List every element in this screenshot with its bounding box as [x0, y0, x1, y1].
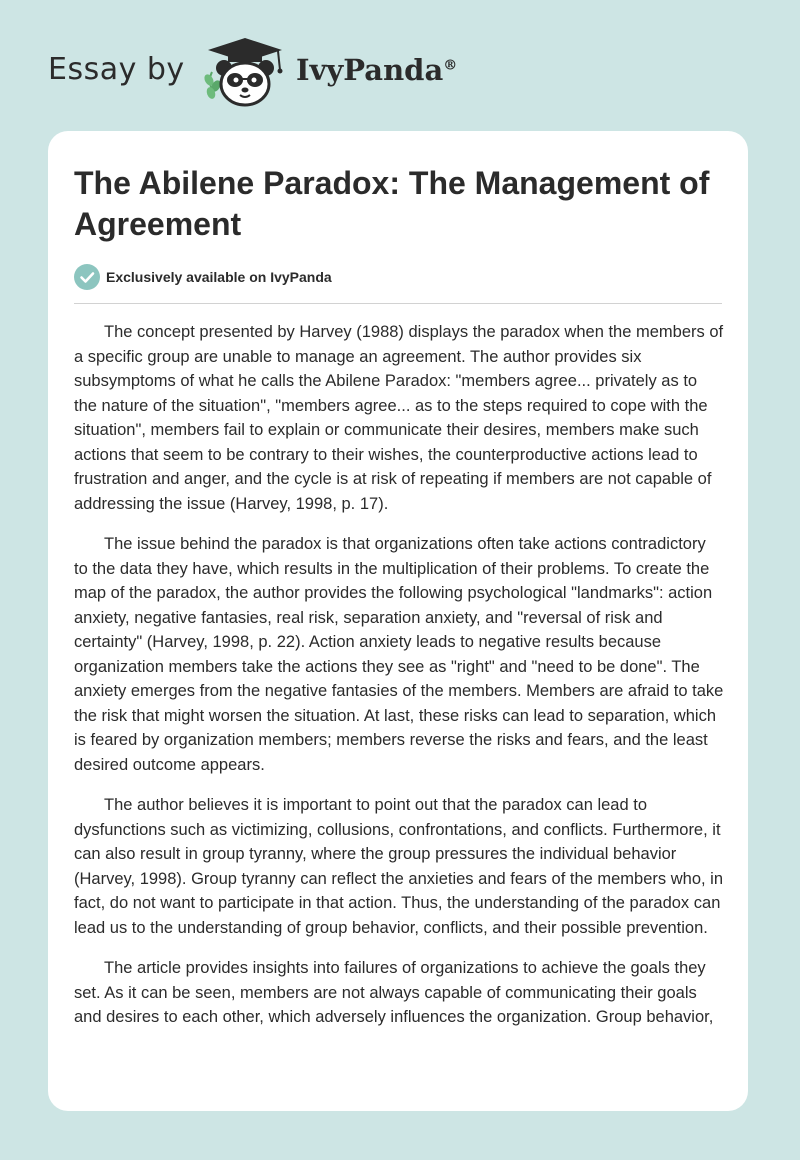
paragraph: The issue behind the paradox is that organizations often take actions contradictory to the data they have, which results in the multiplication of their problems. To create the map of the paradox, the author provides the following psychological "landmarks": action anxiety, negative fantasies, real risk, separation anxiety, and "reversal of risk and certainty" (Harvey, 1998, p. 22). Action anxiety leads to negative results because organization members take the actions they see as "right" and "need to be done". The anxiety emerges from the negative fantasies of the members. Members are afraid to take the risk that might worsen the situation. At last, these risks can lead to separation, which is feared by organization members; members reverse the risks and fears, and the least desired outcome appears.: [74, 535, 724, 774]
paragraph: The concept presented by Harvey (1988) displays the paradox when the members of a specific group are unable to manage an agreement. The author provides six subsymptoms of what he calls the Abilene Paradox: "members agree... privately as to the nature of the situation", "members agree... as to the steps required to cope with the situation", members fail to explain or communicate their desires, members make such actions that seem to be contrary to their wishes, the counterproductive actions lead to frustration and anger, and the cycle is at risk of repeating if members are not capable of addressing the issue (Harvey, 1998, p. 17).: [74, 323, 724, 513]
essay-body: [74, 320, 724, 1046]
essay-by-label: Essay by: [48, 52, 185, 87]
badge-label: Exclusively available on IvyPanda: [106, 269, 332, 285]
page-title: The Abilene Paradox: The Management of Agreement: [74, 165, 710, 242]
brand-name-text: IvyPanda: [296, 53, 444, 87]
essay-card: [48, 131, 748, 1111]
check-circle-icon: [74, 264, 100, 290]
site-header: [0, 0, 800, 130]
brand-name[interactable]: [296, 53, 457, 87]
registered-mark: ®: [443, 57, 458, 74]
divider: [74, 303, 722, 304]
paragraph: The author believes it is important to point out that the paradox can lead to dysfunctions such as victimizing, collusions, confrontations, and conflicts. Furthermore, it can also result in group tyranny, where the group pressures the individual behavior (Harvey, 1998). Group tyranny can reflect the anxieties and fears of the members who, in fact, do not want to participate in that action. Thus, the understanding of the paradox can lead us to the understanding of group behavior, conflicts, and their possible prevention.: [74, 796, 724, 937]
exclusive-badge: [74, 264, 332, 290]
panda-graduate-logo-icon[interactable]: [200, 36, 290, 108]
paragraph: The article provides insights into failures of organizations to achieve the goals they set. As it can be seen, members are not always capable of communicating their goals and desires to each other, which adversely influences the organization. Group behavior,: [74, 959, 714, 1026]
